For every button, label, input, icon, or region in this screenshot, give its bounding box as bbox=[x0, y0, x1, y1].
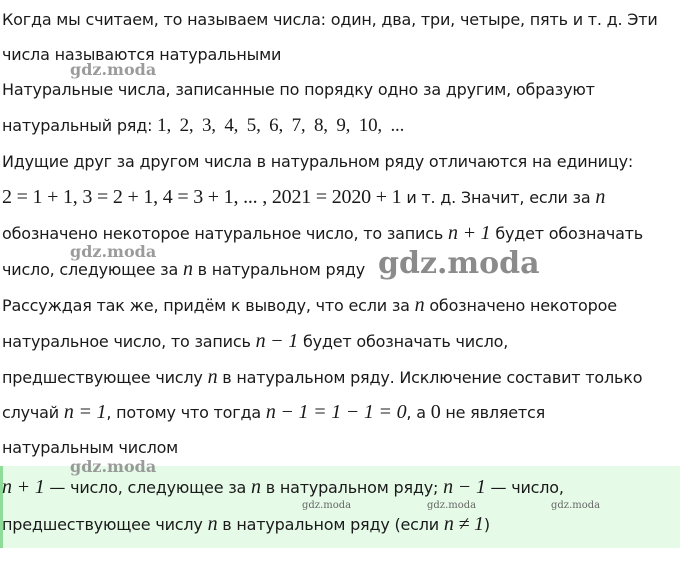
text-fragment: будет обозначать число, bbox=[298, 332, 509, 351]
text-fragment: в натуральном ряду bbox=[192, 260, 365, 279]
text-fragment: Рассуждая так же, придём к выводу, что если за bbox=[2, 296, 415, 315]
paragraph-4-line-3 bbox=[2, 367, 642, 388]
math-zero: 0 bbox=[430, 401, 441, 423]
math-n: n bbox=[207, 366, 218, 388]
text-fragment: и т. д. Значит, если за bbox=[401, 188, 596, 207]
watermark: gdz.moda bbox=[70, 242, 157, 261]
math-chain: n − 1 = 1 − 1 = 0 bbox=[265, 401, 407, 423]
paragraph-2-line-1: Натуральные числа, записанные по порядку одно за другим, образуют bbox=[2, 80, 595, 99]
summary-note-line-1 bbox=[2, 477, 564, 498]
paragraph-3-line-1: Идущие друг за другом числа в натуральном ряду отличаются на единицу: bbox=[2, 152, 634, 171]
text-fragment: ) bbox=[483, 515, 490, 534]
text-fragment: предшествующее числу bbox=[2, 368, 208, 387]
math-n-minus-1: n − 1 bbox=[255, 330, 299, 352]
math-n-minus-1: n − 1 bbox=[443, 476, 486, 498]
math-equation-chain: 2 = 1 + 1, 3 = 2 + 1, 4 = 3 + 1, ... , 2021 = 2020 + 1 bbox=[2, 186, 402, 208]
paragraph-3-line-3 bbox=[2, 223, 643, 244]
text-fragment: в натуральном ряду (если bbox=[217, 515, 444, 534]
text-fragment: обозначено некоторое bbox=[424, 296, 617, 315]
watermark-tiny: gdz.moda bbox=[551, 500, 601, 511]
paragraph-1-line-1: Когда мы считаем, то называем числа: один, два, три, четыре, пять и т. д. Эти bbox=[2, 10, 658, 29]
text-fragment: случай bbox=[2, 403, 64, 422]
math-n: n bbox=[251, 476, 261, 498]
math-n-eq-1: n = 1 bbox=[63, 401, 107, 423]
paragraph-3-line-2 bbox=[2, 187, 605, 208]
text-fragment: , потому что тогда bbox=[106, 403, 266, 422]
text-fragment: — число, bbox=[485, 478, 564, 497]
math-n-neq-1: n ≠ 1 bbox=[443, 513, 484, 535]
paragraph-1-line-2: числа называются натуральными bbox=[2, 45, 282, 64]
paragraph-4-line-5: натуральным числом bbox=[2, 438, 179, 457]
natural-sequence: 1, 2, 3, 4, 5, 6, 7, 8, 9, 10, ... bbox=[157, 115, 405, 136]
paragraph-4-line-2 bbox=[2, 331, 508, 352]
watermark-tiny: gdz.moda bbox=[427, 500, 477, 511]
math-n: n bbox=[414, 294, 425, 316]
paragraph-4-line-1 bbox=[2, 295, 617, 316]
watermark-tiny: gdz.moda bbox=[302, 500, 352, 511]
text-fragment: обозначено некоторое натуральное число, то запись bbox=[2, 224, 448, 243]
math-n: n bbox=[595, 186, 606, 208]
text-fragment: в натуральном ряду; bbox=[260, 478, 444, 497]
text-fragment: натуральное число, то запись bbox=[2, 332, 256, 351]
watermark: gdz.moda bbox=[70, 457, 157, 476]
paragraph-2-line-2 bbox=[2, 116, 404, 136]
math-n: n bbox=[182, 258, 193, 280]
text-fragment: не является bbox=[440, 403, 546, 422]
text-fragment: натуральный ряд: bbox=[2, 116, 158, 135]
watermark: gdz.moda bbox=[70, 60, 157, 79]
paragraph-4-line-4 bbox=[2, 402, 545, 423]
summary-note-line-2 bbox=[2, 514, 490, 535]
text-fragment: в натуральном ряду. Исключение составит только bbox=[217, 368, 643, 387]
text-fragment: , а bbox=[406, 403, 431, 422]
paragraph-3-line-4 bbox=[2, 259, 365, 280]
math-n-plus-1: n + 1 bbox=[447, 222, 491, 244]
text-fragment: будет обозначать bbox=[490, 224, 644, 243]
text-fragment: предшествующее числу bbox=[2, 515, 208, 534]
math-n-plus-1: n + 1 bbox=[2, 476, 45, 498]
watermark-large: gdz.moda bbox=[378, 246, 540, 281]
text-fragment: число, следующее за bbox=[2, 260, 183, 279]
math-n: n bbox=[207, 513, 218, 535]
text-fragment: — число, следующее за bbox=[44, 478, 252, 497]
